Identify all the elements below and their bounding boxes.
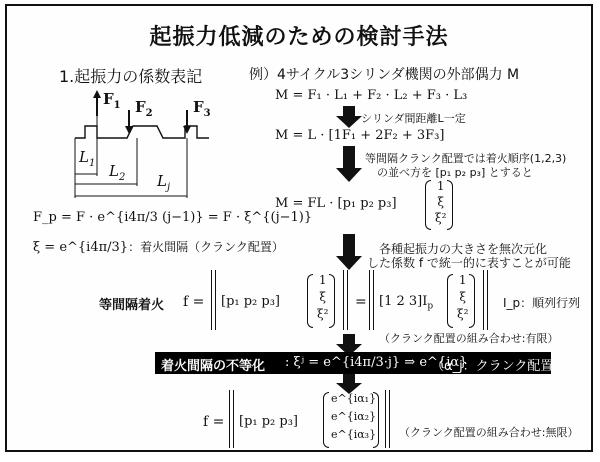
permutation-row-2: [1 2 $3]I_p$ <box>379 294 434 312</box>
infinite-combination-note: （クランク配置の組み合わせ:無限） <box>399 426 579 439</box>
uneven-firing-banner <box>155 352 584 374</box>
length-label-j: $L_j$ <box>157 172 171 193</box>
banner-equation: : ξʲ = e^{i4π/3·j} ⇒ e^{iα} <box>285 355 468 370</box>
note-nondimensional-1: 各種起振力の大きさを無次元化 <box>379 242 548 256</box>
vector-brace-right <box>447 180 453 230</box>
f-symbol-2: f = <box>203 414 225 430</box>
length-label-1: $L_1$ <box>79 148 96 169</box>
norm-bar-left-3 <box>229 390 234 448</box>
down-arrow-2 <box>335 146 363 182</box>
vector-brace-left <box>425 180 431 230</box>
down-arrow-1 <box>335 106 363 128</box>
slide <box>5 4 593 452</box>
equal-firing-label: 等間隔着火 <box>99 298 165 313</box>
phase-vector: e^{iα₁} e^{iα₂} e^{iα₃} <box>331 392 377 441</box>
arrowhead-1 <box>93 90 101 98</box>
down-arrow-3 <box>335 234 363 270</box>
arrowhead-3 <box>183 126 191 134</box>
slide-title: 起振力低減のための検討手法 <box>149 25 449 50</box>
norm-bar-left-2 <box>369 270 374 330</box>
section-heading: 1.起振力の係数表記 <box>59 67 203 86</box>
xi-vector: 1 ξ ξ² <box>435 179 447 225</box>
note-constant-distance: シリンダ間距離L一定 <box>361 112 466 125</box>
vec-brace-left-2 <box>307 274 313 328</box>
force-label-1: $F_1$ <box>103 90 121 111</box>
norm-bar-left-1 <box>211 270 216 330</box>
permutation-row-1: [p₁ p₂ p₃] <box>221 294 281 309</box>
finite-combination-note: （クランク配置の組み合わせ:有限） <box>379 332 559 345</box>
moment-equation-2: M = L · [1F₁ + 2F₂ + 3F₃] <box>275 128 445 143</box>
vec-brace-left-4 <box>323 392 329 448</box>
permutation-matrix-note: I_p：順列行列 <box>503 296 581 310</box>
xi-vector-3: 1 ξ ξ² <box>457 273 469 321</box>
moment-equation-3: M = FL · [p₁ p₂ p₃] <box>275 196 397 211</box>
note-firing-order-2: の並べ方を [p₁ p₂ p₃] とすると <box>377 166 533 179</box>
force-label-3: $F_3$ <box>193 98 211 119</box>
norm-bar-right-2 <box>483 270 488 330</box>
arrowhead-2 <box>125 126 133 134</box>
vec-brace-right-2 <box>329 274 335 328</box>
banner-label: 着火間隔の不等化 <box>161 359 266 374</box>
note-firing-order-1: 等間隔クランク配置では着火順序(1,2,3) <box>365 152 567 165</box>
banner-crank-angle: （α_j：クランク配置角 ） <box>431 359 584 374</box>
vec-brace-left-3 <box>447 274 453 328</box>
permutation-row-3: [p₁ p₂ p₃] <box>239 414 299 429</box>
crank-profile-1 <box>75 126 112 138</box>
f-symbol-1: f = <box>183 294 205 310</box>
norm-bar-right-3 <box>385 390 390 448</box>
norm-bar-right-1 <box>343 270 348 330</box>
xi-vector-2: 1 ξ ξ² <box>317 273 329 321</box>
xi-definition: ξ = e^{i4π/3}：着火間隔（クランク配置） <box>33 240 284 255</box>
moment-equation-1: M = F₁ · L₁ + F₂ · L₂ + F₃ · L₃ <box>275 88 468 103</box>
force-label-2: $F_2$ <box>135 98 153 119</box>
length-label-2: $L_2$ <box>109 162 126 183</box>
equals-sign: = <box>355 294 367 310</box>
crank-profile-3 <box>175 126 209 138</box>
vec-brace-right-3 <box>469 274 475 328</box>
fp-equation: F_p = F · e^{i4π/3 (j−1)} = F · ξ^{(j−1)} <box>33 210 313 225</box>
vec-brace-right-4 <box>373 392 379 448</box>
crank-profile-2 <box>112 126 175 138</box>
note-nondimensional-2: した係数 f で統一的に表すことが可能 <box>367 256 571 270</box>
example-heading: 例）4サイクル3シリンダ機関の外部偶力 M <box>249 67 520 83</box>
